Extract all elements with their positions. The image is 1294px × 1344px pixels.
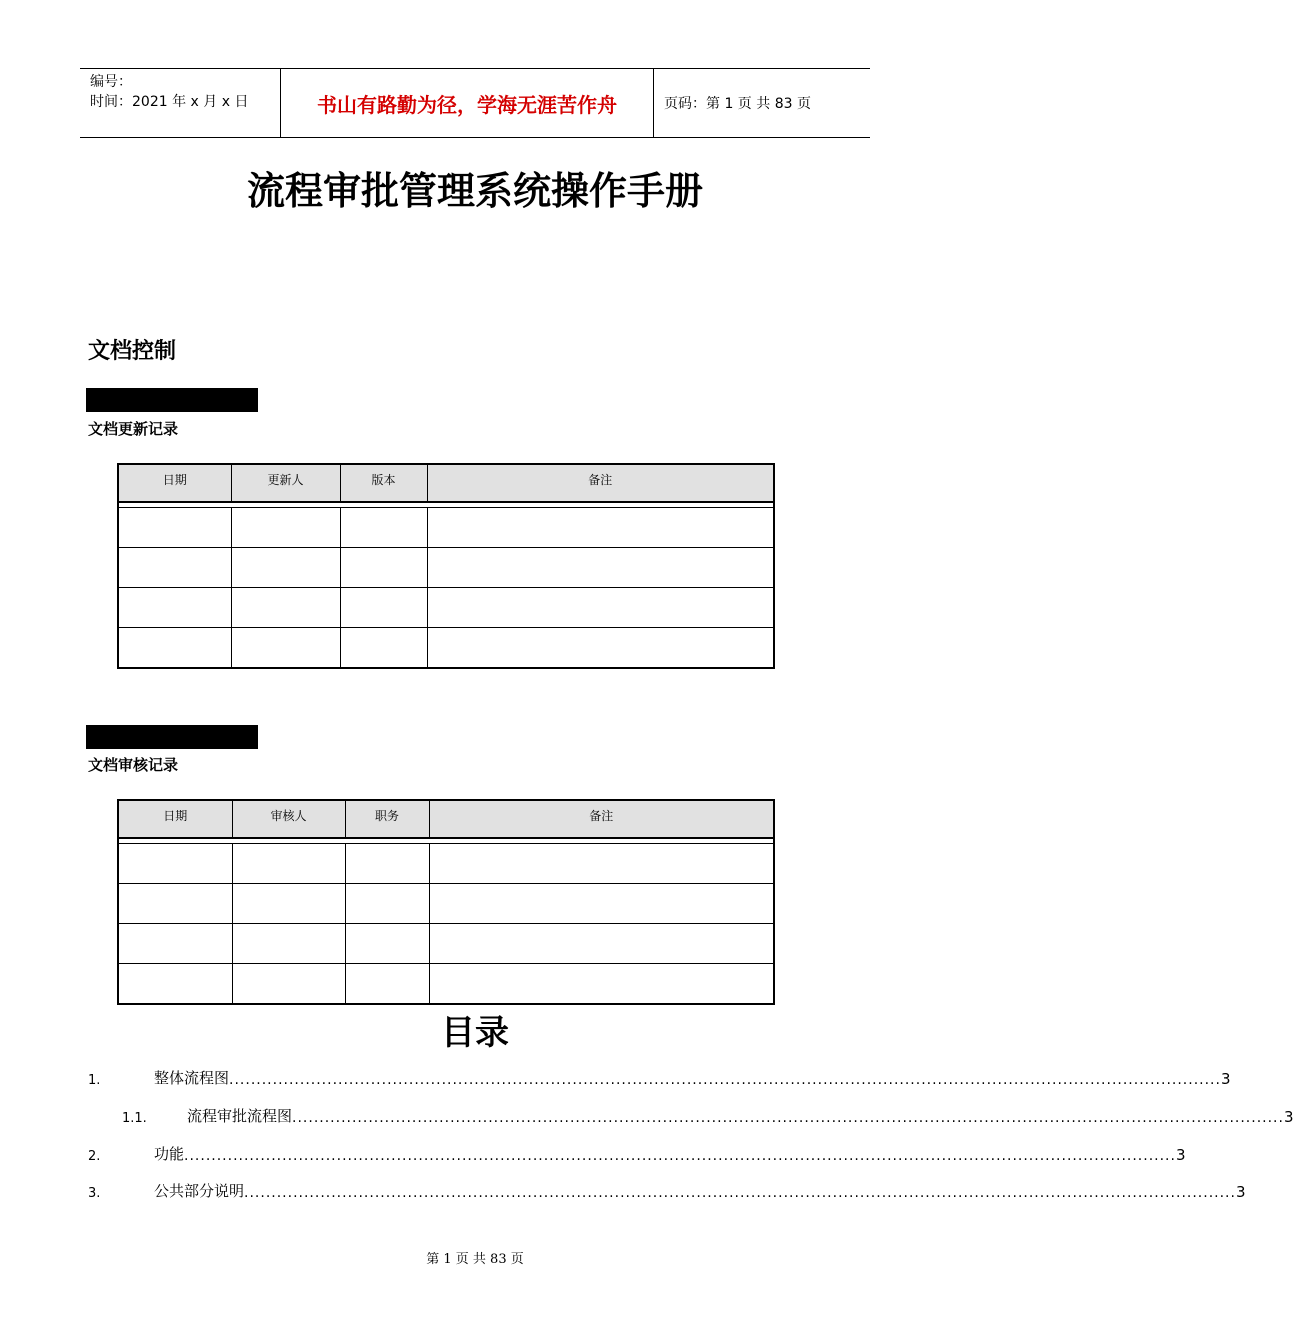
toc-entry-text: 功能 — [154, 1145, 185, 1163]
toc-entry-number: 1.1. — [122, 1111, 147, 1126]
table-row — [118, 588, 774, 628]
table-cell — [429, 924, 774, 964]
table-cell — [429, 964, 774, 1004]
time-label: 时间：2021 年 x 月 x 日 — [90, 94, 249, 110]
toc-title: 目录 — [441, 1013, 509, 1053]
review-record-table — [117, 799, 775, 1005]
table-cell — [118, 548, 231, 588]
toc-leader-dots: ...................................................................................................................................................................................... — [229, 1072, 1221, 1088]
table-cell — [340, 628, 427, 668]
table-cell — [427, 548, 774, 588]
header-page-cell — [654, 69, 870, 137]
table-cell — [232, 964, 345, 1004]
table-cell — [231, 548, 340, 588]
table-cell — [340, 548, 427, 588]
toc-entry[interactable] — [88, 1066, 1231, 1088]
update-record-title: 文档更新记录 — [88, 420, 179, 438]
toc-entry-page: 3 — [1235, 1183, 1246, 1201]
toc-entry-text: 整体流程图 — [154, 1069, 230, 1087]
table-cell — [231, 588, 340, 628]
column-header: 日期 — [118, 464, 231, 502]
table-cell — [118, 844, 232, 884]
column-header: 审核人 — [232, 800, 345, 838]
page-footer: 第 1 页 共 83 页 — [426, 1252, 524, 1267]
toc-leader-dots: ...................................................................................................................................................................................... — [244, 1185, 1236, 1201]
column-header: 更新人 — [231, 464, 340, 502]
column-header: 版本 — [340, 464, 427, 502]
table-cell — [427, 508, 774, 548]
redaction-bar — [86, 725, 258, 749]
column-header: 日期 — [118, 800, 232, 838]
column-header: 职务 — [345, 800, 429, 838]
motto: 书山有路勤为径，学海无涯苦作舟 — [317, 92, 617, 117]
toc-leader-dots: ...................................................................................................................................................................................... — [184, 1148, 1176, 1164]
table-cell — [427, 628, 774, 668]
table-cell — [345, 884, 429, 924]
page-header — [80, 68, 870, 138]
table-row — [118, 884, 774, 924]
toc-leader-dots: ...................................................................................................................................................................................... — [292, 1110, 1284, 1126]
toc-entry-page: 3 — [1175, 1146, 1186, 1164]
column-header: 备注 — [429, 800, 774, 838]
column-header: 备注 — [427, 464, 774, 502]
update-record-table — [117, 463, 775, 669]
table-cell — [118, 884, 232, 924]
header-meta — [80, 69, 281, 137]
toc-entry-number: 2. — [88, 1149, 101, 1164]
header-motto-cell — [281, 69, 654, 137]
toc-entry-page: 3 — [1220, 1070, 1231, 1088]
table-cell — [232, 924, 345, 964]
table-header-row — [118, 464, 774, 502]
table-cell — [231, 628, 340, 668]
table-row — [118, 844, 774, 884]
table-row — [118, 628, 774, 668]
toc-entry-text: 公共部分说明 — [154, 1182, 245, 1200]
table-row — [118, 924, 774, 964]
redaction-bar — [86, 388, 258, 412]
table-cell — [429, 884, 774, 924]
table-row — [118, 964, 774, 1004]
toc-entry-number: 3. — [88, 1186, 101, 1201]
table-cell — [118, 964, 232, 1004]
table-cell — [118, 628, 231, 668]
table-cell — [340, 588, 427, 628]
toc-entry[interactable] — [88, 1142, 1186, 1164]
table-cell — [340, 508, 427, 548]
table-cell — [118, 924, 232, 964]
toc-entry-text: 流程审批流程图 — [187, 1107, 293, 1125]
table-cell — [231, 508, 340, 548]
table-cell — [232, 844, 345, 884]
table-row — [118, 508, 774, 548]
document-title: 流程审批管理系统操作手册 — [246, 169, 703, 213]
table-cell — [345, 844, 429, 884]
review-record-title: 文档审核记录 — [88, 756, 179, 774]
toc-entry[interactable] — [88, 1104, 1294, 1126]
table-cell — [118, 508, 231, 548]
table-cell — [345, 924, 429, 964]
table-cell — [118, 588, 231, 628]
table-header-row — [118, 800, 774, 838]
table-cell — [345, 964, 429, 1004]
toc-entry[interactable] — [88, 1179, 1246, 1201]
table-cell — [429, 844, 774, 884]
table-cell — [427, 588, 774, 628]
toc-entry-number: 1. — [88, 1073, 101, 1088]
section-title: 文档控制 — [88, 338, 177, 364]
table-cell — [232, 884, 345, 924]
page-info: 页码：第 1 页 共 83 页 — [664, 96, 811, 112]
number-label: 编号： — [90, 74, 132, 90]
table-row — [118, 548, 774, 588]
toc-entry-page: 3 — [1283, 1108, 1294, 1126]
